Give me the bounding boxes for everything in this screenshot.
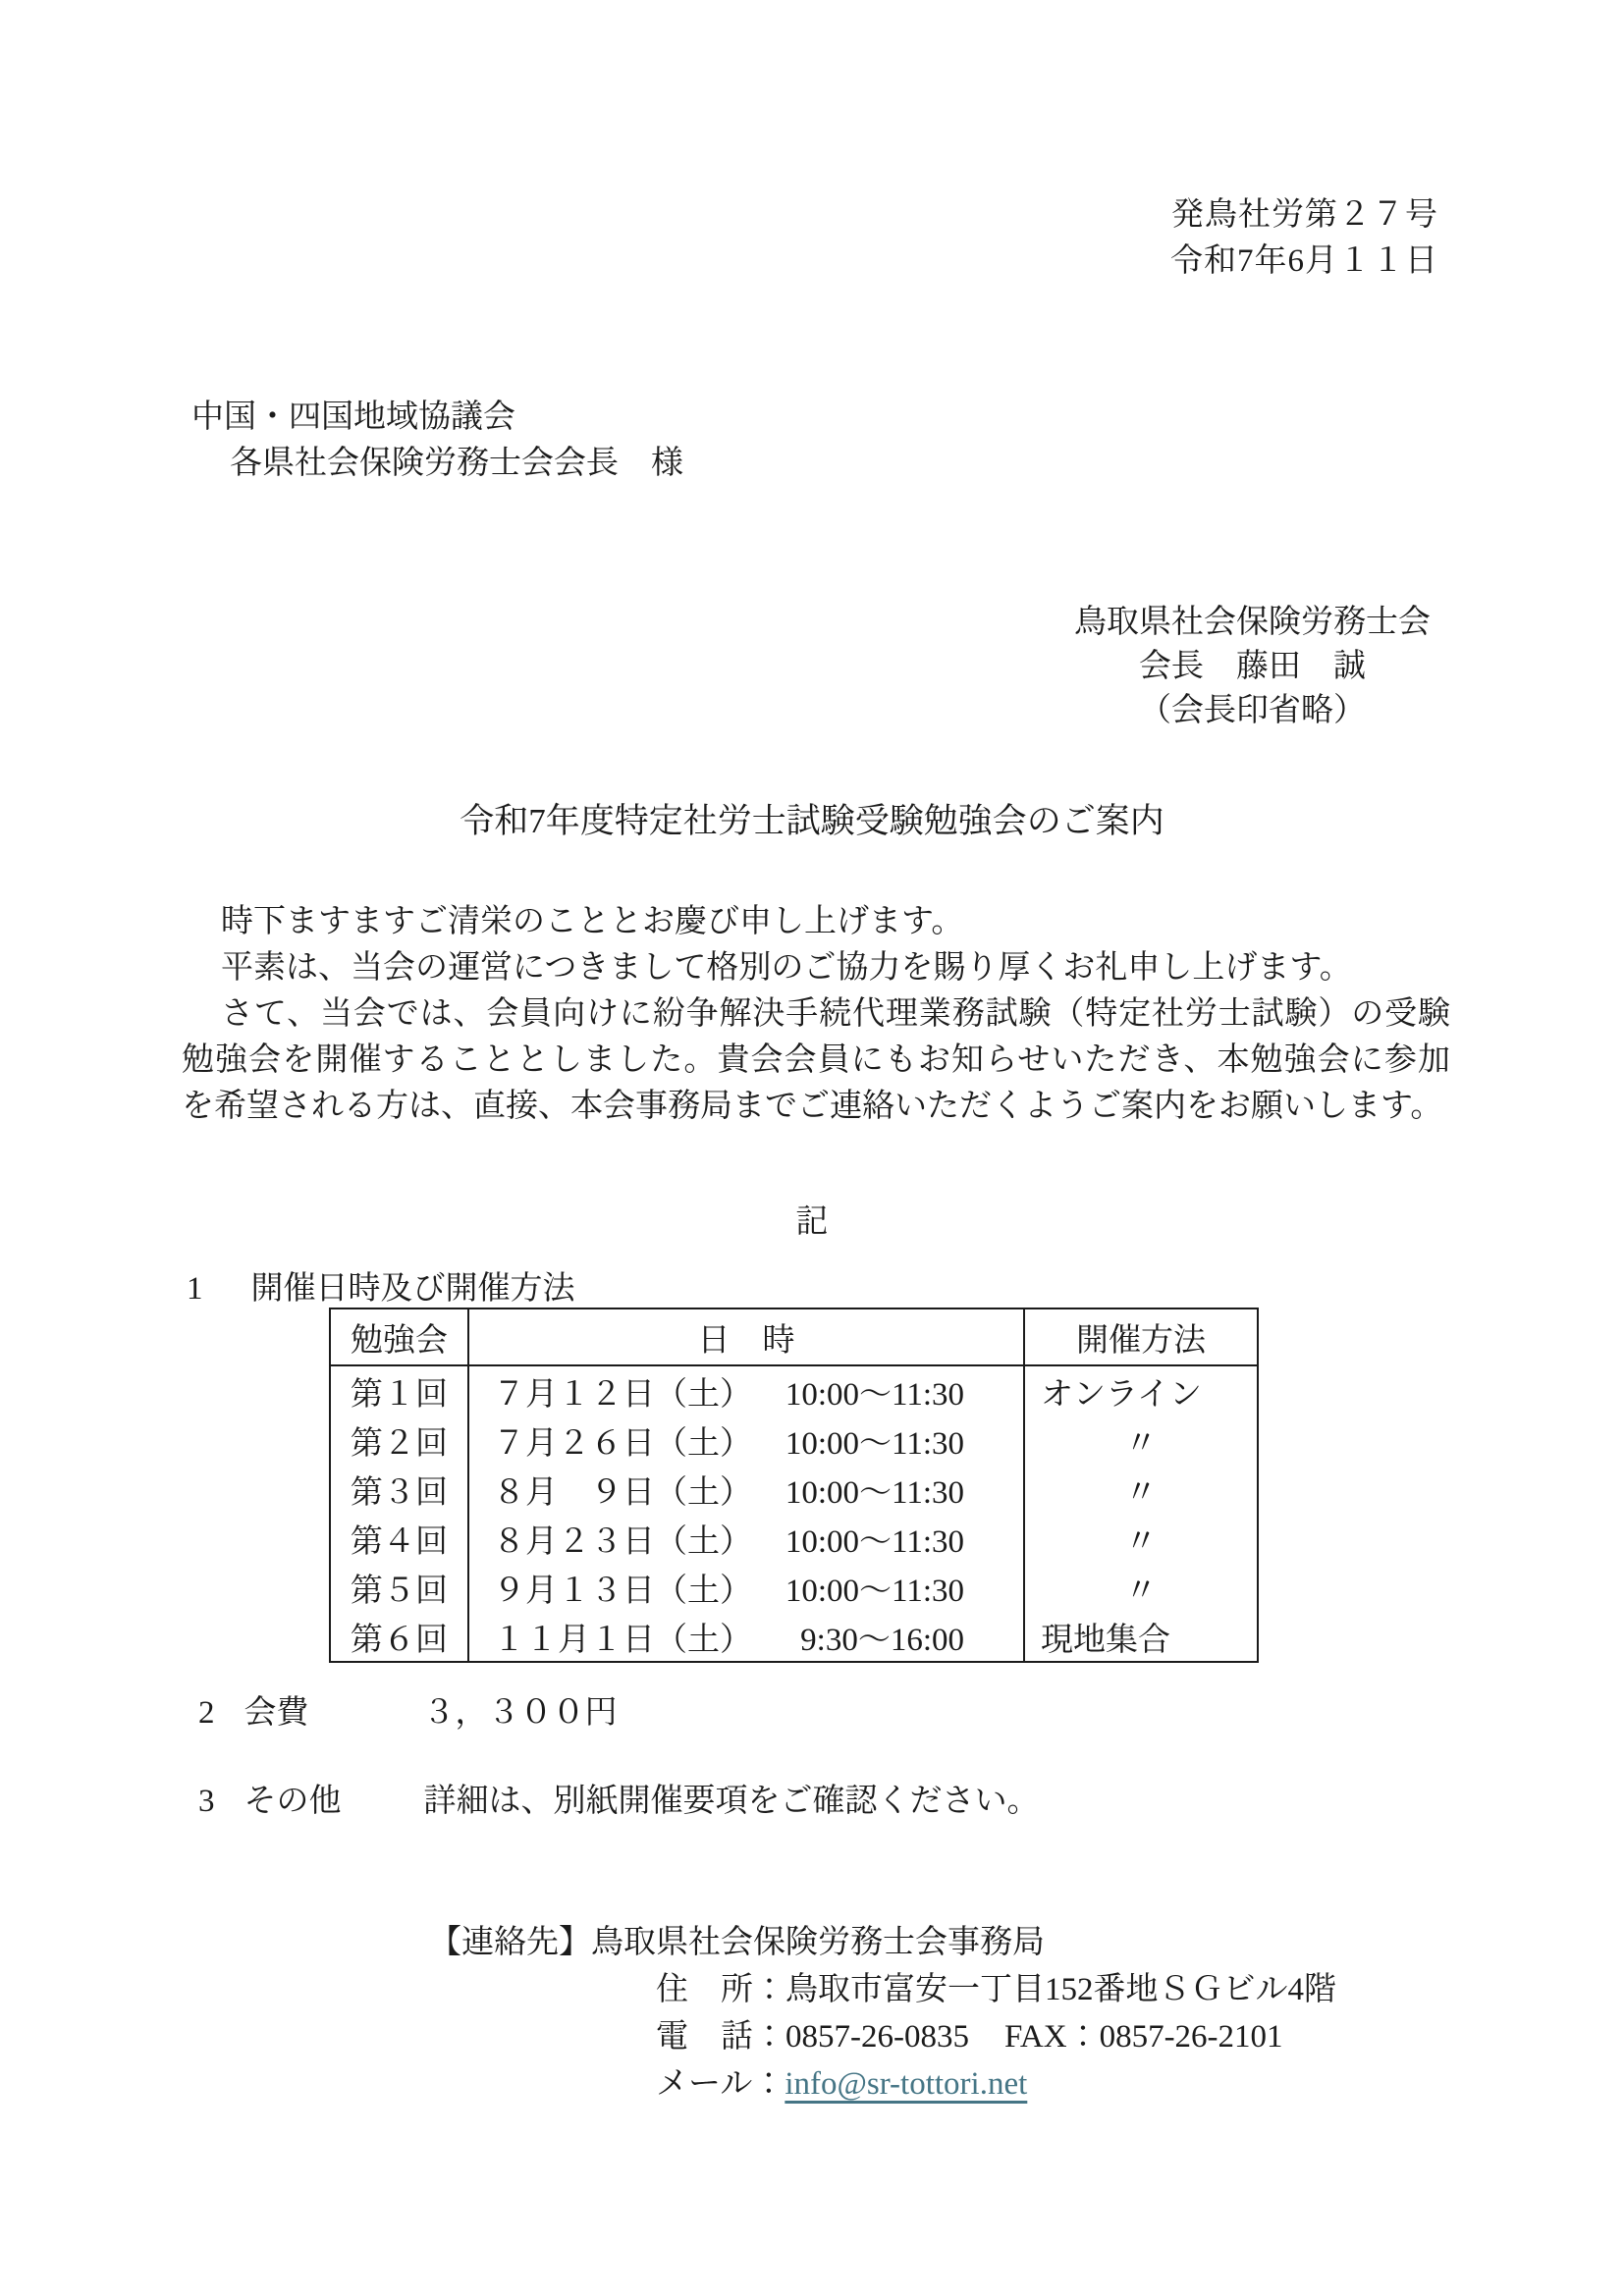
sender-president: 会長 藤田 誠 [1139,649,1366,684]
table-row [330,1514,1258,1563]
datetime-cell [468,1612,1024,1662]
time-text: 10:00～11:30 [785,1573,964,1609]
time-text: 9:30～16:00 [800,1622,964,1658]
address-label: 住 所： [656,1972,785,2007]
address-value: 鳥取市富安一丁目152番地ＳＧビル4階 [785,1972,1336,2007]
contact-phone-row [656,2014,1283,2060]
table-row [330,1415,1258,1465]
date-text: ８月 ９日（土） [493,1474,752,1511]
section-1-heading: 開催日時及び開催方法 [250,1271,575,1307]
fax-label: FAX： [1003,2019,1100,2055]
method-cell: 〃 [1024,1465,1258,1514]
datetime-cell [468,1514,1024,1563]
section-3-value: 詳細は、別紙開催要項をご確認ください。 [423,1784,1040,1819]
header-session: 勉強会 [330,1308,468,1365]
document-date: 令和7年6月１１日 [1170,243,1438,279]
table-row [330,1465,1258,1514]
session-cell: 第４回 [351,1523,448,1560]
phone-label: 電 話： [656,2019,785,2055]
datetime-cell [468,1563,1024,1612]
time-text: 10:00～11:30 [785,1376,964,1413]
session-cell: 第５回 [351,1573,448,1609]
session-cell: 第１回 [351,1376,448,1413]
session-cell: 第２回 [351,1425,448,1462]
header-method: 開催方法 [1024,1308,1258,1365]
method-cell: 〃 [1024,1415,1258,1465]
header-datetime: 日 時 [468,1308,1024,1365]
time-text: 10:00～11:30 [785,1425,964,1462]
table-row [330,1563,1258,1612]
section-3-label: その他 [244,1784,342,1819]
section-1-heading-row [187,1266,575,1312]
section-2-label: 会費 [244,1695,309,1731]
page-title: 令和7年度特定社労士試験受験勉強会のご案内 [460,802,1164,840]
ki-marker: 記 [795,1204,829,1240]
document-header [1170,192,1438,285]
section-3-row [198,1779,1040,1825]
sender-block [1074,601,1431,733]
sender-org: 鳥取県社会保険労務士会 [1074,605,1431,640]
section-2-row [198,1690,618,1736]
date-text: ７月２６日（土） [493,1425,752,1462]
date-text: ９月１３日（土） [493,1573,752,1609]
datetime-cell [468,1465,1024,1514]
schedule-table [329,1308,1259,1663]
body-paragraph-1: 時下ますますご清栄のこととお慶び申し上げます。 [221,904,964,939]
time-text: 10:00～11:30 [785,1523,964,1560]
section-2-number: 2 [198,1695,215,1731]
email-link[interactable]: info@sr-tottori.net [785,2066,1028,2102]
body-paragraph-3-line-3: を希望される方は、直接、本会事務局までご連絡いただくようご案内をお願いします。 [182,1089,1443,1124]
date-text: １１月１日（土） [493,1622,752,1658]
section-3-number: 3 [198,1784,215,1819]
schedule-table-header [330,1308,1258,1365]
body-text [182,899,1450,1130]
section-1-number: 1 [187,1271,203,1307]
method-cell: 〃 [1024,1563,1258,1612]
contact-email-row [656,2061,1027,2108]
table-row [330,1612,1258,1662]
contact-heading: 【連絡先】鳥取県社会保険労務士会事務局 [429,1925,1045,1960]
body-paragraph-3-line-1: さて、当会では、会員向けに紛争解決手続代理業務試験（特定社労士試験）の受験 [221,996,1450,1032]
date-text: ７月１２日（土） [493,1376,752,1413]
email-label: メール： [656,2066,785,2102]
method-cell: 現地集合 [1024,1612,1258,1662]
time-text: 10:00～11:30 [785,1474,964,1511]
date-text: ８月２３日（土） [493,1523,752,1560]
document-number: 発鳥社労第２７号 [1171,197,1438,233]
method-cell: 〃 [1024,1514,1258,1563]
method-cell: オンライン [1024,1365,1258,1415]
table-header-row [330,1308,1258,1365]
contact-address-row [656,1967,1336,2013]
session-cell: 第３回 [351,1474,448,1511]
sender-seal-note: （会長印省略） [1139,693,1366,728]
datetime-cell [468,1415,1024,1465]
session-cell: 第６回 [351,1622,448,1658]
body-paragraph-2: 平素は、当会の運営につきまして格別のご協力を賜り厚くお礼申し上げます。 [221,950,1352,986]
fax-value: 0857-26-2101 [1099,2019,1283,2055]
recipient-addressee: 各県社会保険労務士会会長 様 [230,446,683,481]
section-2-value: ３，３００円 [422,1695,618,1731]
body-paragraph-3-line-2: 勉強会を開催することとしました。貴会会員にもお知らせいただき、本勉強会に参加 [182,1042,1450,1078]
recipient-org: 中国・四国地域協議会 [191,400,515,435]
datetime-cell [468,1365,1024,1415]
table-row [330,1365,1258,1415]
recipient-block [191,395,683,487]
phone-value: 0857-26-0835 [785,2019,969,2055]
